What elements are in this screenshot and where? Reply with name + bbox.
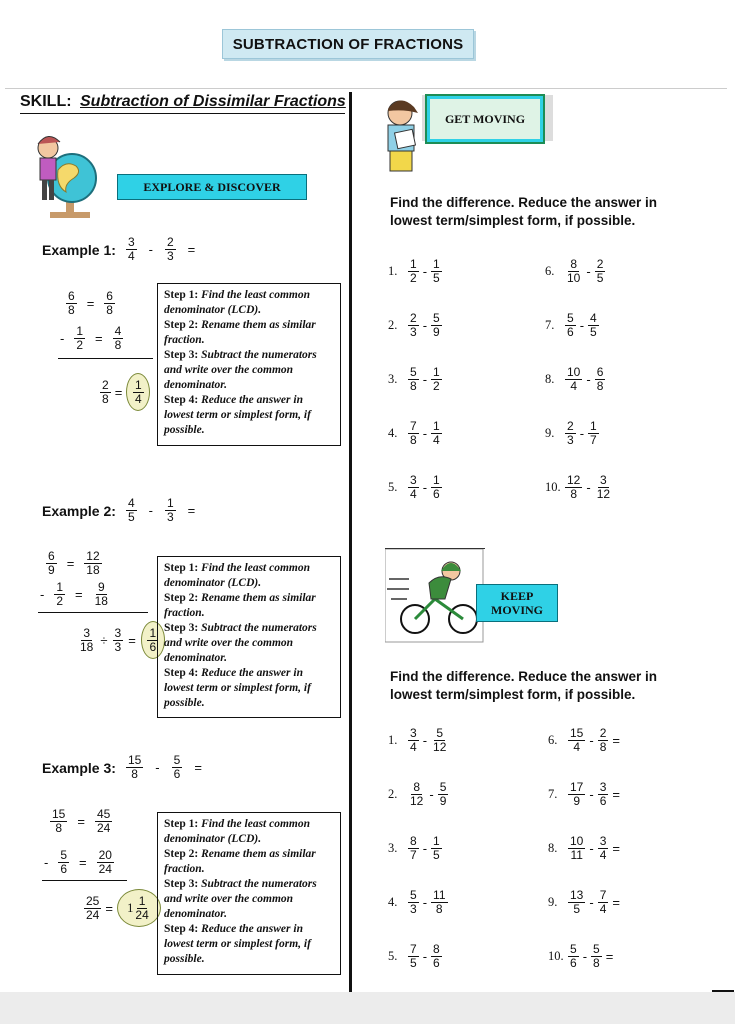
fraction: $\frac{15}{4}$ <box>570 726 584 754</box>
fraction: $\frac{3}{4}$ <box>410 473 417 501</box>
problem-number: 5. <box>388 949 398 963</box>
skill-label: SKILL: <box>20 93 72 110</box>
fraction: $\frac{5}{9}$ <box>439 780 447 808</box>
minus-sign: - <box>429 787 434 802</box>
keep-moving-problem <box>548 727 622 754</box>
answer-circle: $\frac{1}{4}$ <box>126 373 150 411</box>
minus-sign: - <box>589 895 594 910</box>
equals-sign: = <box>612 841 620 856</box>
example-1-work: $\frac{6}{8}$ = $\frac{6}{8}$ - $\frac{1}{2}$ = $\frac{4}{8}$ $\frac{2}{8}$ = $\frac{1}{4}$ <box>58 290 153 411</box>
example-1-header <box>42 236 197 263</box>
cyclist-illustration <box>385 549 485 644</box>
fraction: $\frac{2}{8}$ <box>599 726 607 754</box>
equals-sign: = <box>612 733 620 748</box>
explore-discover-banner: EXPLORE & DISCOVER <box>117 174 307 200</box>
keep-moving-problem <box>388 943 442 970</box>
skill-topic: Subtraction of Dissimilar Fractions <box>80 93 346 110</box>
minus-sign: - <box>422 372 428 387</box>
problem-number: 7. <box>545 318 555 332</box>
fraction: $\frac{10}{11}$ <box>570 834 584 862</box>
keep-moving-problem <box>548 835 622 862</box>
fraction: $\frac{3}{4}$ <box>410 726 417 754</box>
fraction: $\frac{1}{2}$ <box>433 365 440 393</box>
equals-sign: = <box>605 949 614 964</box>
fraction: $\frac{7}{8}$ <box>410 419 417 447</box>
minus-sign: - <box>422 318 428 333</box>
keep-moving-problem <box>388 781 448 808</box>
problem-number: 10. <box>548 949 564 963</box>
minus-sign: - <box>422 895 428 910</box>
get-moving-problem <box>545 474 612 501</box>
example-label: Example 2: <box>42 502 116 519</box>
skill-heading <box>20 93 346 111</box>
minus-sign: - <box>586 480 591 495</box>
problem-number: 8. <box>548 841 558 855</box>
problem-number: 2. <box>388 318 398 332</box>
equals-sign: = <box>612 787 620 802</box>
fraction: $\frac{11}{8}$ <box>433 888 446 916</box>
fraction: $\frac{5}{9}$ <box>433 311 440 339</box>
fraction: $\frac{5}{8}$ <box>410 365 417 393</box>
problem-number: 3. <box>388 841 398 855</box>
fraction: $\frac{12}{8}$ <box>567 473 581 501</box>
get-moving-problem <box>388 312 442 339</box>
steps-box-3: Step 1: Find the least common denominator (LCD). Step 2: Rename them as similar fraction. Step 3: Subtract the numerators and write over the common denominator. Step 4: Reduce the answer in lowest term or simplest form, if possible. <box>157 812 341 975</box>
equals-sign: = <box>187 242 196 257</box>
minus-sign: - <box>148 242 153 257</box>
globe-girl-illustration <box>30 130 120 225</box>
problem-number: 6. <box>545 264 555 278</box>
problem-number: 2. <box>388 787 398 801</box>
top-rule <box>5 88 727 89</box>
fraction: $\frac{2}{5}$ <box>596 257 604 285</box>
fraction: $\frac{1}{5}$ <box>433 257 440 285</box>
fraction: $\frac{1}{7}$ <box>590 419 597 447</box>
skill-underline <box>20 113 345 114</box>
problem-number: 8. <box>545 372 555 386</box>
get-moving-problem <box>545 420 599 447</box>
minus-sign: - <box>579 318 585 333</box>
fraction: $\frac{5}{12}$ <box>433 726 447 754</box>
problem-number: 5. <box>388 480 398 494</box>
fraction: $\frac{6}{8}$ <box>596 365 604 393</box>
result-fraction: $\frac{2}{8}$ <box>102 377 109 406</box>
minus-sign: - <box>422 480 428 495</box>
problem-number: 1. <box>388 264 398 278</box>
minus-sign: - <box>589 841 594 856</box>
keep-moving-problem <box>388 727 448 754</box>
get-moving-problem <box>388 366 442 393</box>
example-label: Example 3: <box>42 759 116 776</box>
get-moving-problem <box>545 312 599 339</box>
minus-sign: - <box>579 426 585 441</box>
minus-sign: - <box>422 949 428 964</box>
answer-circle: 1 $\frac{1}{24}$ <box>117 889 161 927</box>
fraction: $\frac{13}{5}$ <box>570 888 584 916</box>
bottom-bar <box>0 992 735 1024</box>
teacher-illustration <box>378 95 428 180</box>
get-moving-problem <box>545 258 605 285</box>
cyclist-frame-top <box>385 548 485 549</box>
minus-sign: - <box>422 426 428 441</box>
problem-number: 4. <box>388 895 398 909</box>
fraction: $\frac{5}{6}$ <box>570 942 577 970</box>
fraction: $\frac{1}{4}$ <box>433 419 440 447</box>
keep-moving-banner: KEEP MOVING <box>476 584 558 622</box>
fraction: $\frac{1}{6}$ <box>433 473 440 501</box>
problem-number: 6. <box>548 733 558 747</box>
minus-sign: - <box>582 949 588 964</box>
keep-moving-problem <box>548 781 622 808</box>
get-moving-banner: GET MOVING <box>425 94 545 144</box>
fraction: $\frac{5}{6}$ <box>567 311 574 339</box>
minus-sign: - <box>422 733 428 748</box>
fraction: $\frac{8}{6}$ <box>433 942 440 970</box>
minus-sign: - <box>422 841 428 856</box>
fraction: $\frac{5}{8}$ <box>593 942 600 970</box>
fraction: $\frac{1}{5}$ <box>433 834 440 862</box>
get-moving-problem <box>388 420 442 447</box>
fraction: $\frac{5}{3}$ <box>410 888 417 916</box>
fraction: $\frac{10}{4}$ <box>567 365 581 393</box>
keep-moving-problem <box>388 889 448 916</box>
keep-moving-problem <box>388 835 442 862</box>
get-moving-problem <box>388 474 442 501</box>
fraction: $\frac{8}{12}$ <box>410 780 424 808</box>
fraction: $\frac{3}{4}$ <box>599 834 607 862</box>
problem-number: 7. <box>548 787 558 801</box>
problem-number: 3. <box>388 372 398 386</box>
get-moving-problem <box>545 366 605 393</box>
problem-number: 9. <box>545 426 555 440</box>
fraction: $\frac{3}{12}$ <box>596 473 611 501</box>
fraction: $\frac{3}{4}$ <box>127 235 135 263</box>
example-3-work: $\frac{15}{8}$ = $\frac{45}{24}$ - $\frac{5}{6}$ = $\frac{20}{24}$ $\frac{25}{24}$ = 1 $\frac{1}{24}$ <box>42 808 161 927</box>
fraction: $\frac{1}{2}$ <box>410 257 417 285</box>
instructions-1: Find the difference. Reduce the answer in lowest term/simplest form, if possible. <box>390 195 658 228</box>
problem-number: 10. <box>545 480 561 494</box>
fraction: $\frac{2}{3}$ <box>567 419 574 447</box>
corner-mark <box>712 990 734 992</box>
example-label: Example 1: <box>42 241 116 258</box>
fraction: $\frac{3}{6}$ <box>599 780 607 808</box>
fraction: $\frac{7}{5}$ <box>410 942 417 970</box>
page-title: SUBTRACTION OF FRACTIONS <box>222 29 474 59</box>
equals-sign: = <box>612 895 620 910</box>
example-2-work: $\frac{6}{9}$ = $\frac{12}{18}$ - $\frac{1}{2}$ = $\frac{9}{18}$ $\frac{3}{18}$ ÷ $\frac{3}{3}$ = $\frac{1}{6}$ <box>38 550 165 659</box>
steps-box-2: Step 1: Find the least common denominator (LCD). Step 2: Rename them as similar fraction. Step 3: Subtract the numerators and write over the common denominator. Step 4: Reduce the answer in lowest term or simplest form, if possible. <box>157 556 341 718</box>
steps-box-1: Step 1: Find the least common denominator (LCD). Step 2: Rename them as similar fraction. Step 3: Subtract the numerators and write over the common denominator. Step 4: Reduce the answer in lowest term or simplest form, if possible. <box>157 283 341 446</box>
answer-circle: $\frac{1}{6}$ <box>141 621 165 659</box>
example-3-header: Example 3: $\frac{15}{8}$ - $\frac{5}{6}$ = <box>42 753 202 781</box>
minus-sign: - <box>589 733 594 748</box>
minus-sign: - <box>586 372 591 387</box>
example-2-header: Example 2: $\frac{4}{5}$ - $\frac{1}{3}$ = <box>42 496 196 524</box>
fraction: $\frac{4}{5}$ <box>590 311 597 339</box>
minus-sign: - <box>586 264 591 279</box>
minus-sign: - <box>589 787 594 802</box>
keep-moving-problem <box>548 943 615 970</box>
fraction: $\frac{17}{9}$ <box>570 780 584 808</box>
keep-moving-problem <box>548 889 622 916</box>
problem-number: 1. <box>388 733 398 747</box>
get-moving-problem <box>388 258 442 285</box>
fraction: $\frac{8}{7}$ <box>410 834 417 862</box>
problem-number: 9. <box>548 895 558 909</box>
instructions-2: Find the difference. Reduce the answer in lowest term/simplest form, if possible. <box>390 669 658 702</box>
fraction: $\frac{2}{3}$ <box>410 311 417 339</box>
minus-sign: - <box>422 264 428 279</box>
fraction: $\frac{7}{4}$ <box>599 888 607 916</box>
fraction: $\frac{2}{3}$ <box>166 235 174 263</box>
fraction: $\frac{8}{10}$ <box>567 257 581 285</box>
problem-number: 4. <box>388 426 398 440</box>
column-divider <box>349 92 352 992</box>
